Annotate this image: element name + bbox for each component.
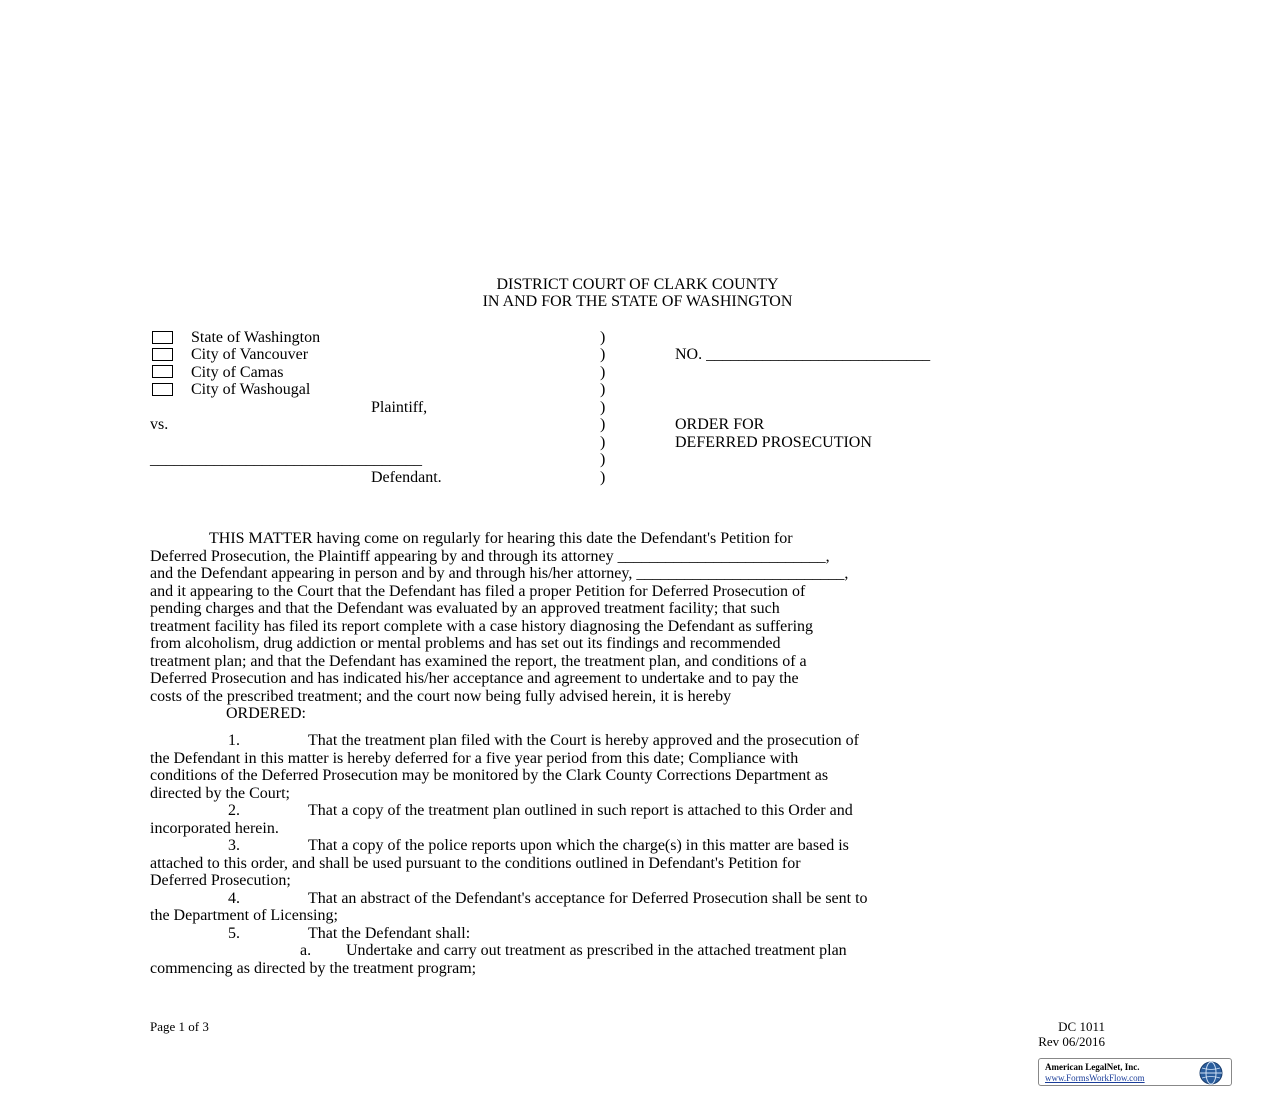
item-number: 3.: [228, 837, 240, 854]
paragraph-line: from alcoholism, drug addiction or mental problems and has set out its findings and recommended: [150, 635, 781, 652]
item-text: That a copy of the police reports upon which the charge(s) in this matter are based is: [308, 837, 849, 854]
item-number: 4.: [228, 889, 240, 907]
item-text: the Defendant in this matter is hereby deferred for a five year period from this date; Compliance with: [150, 749, 799, 767]
item-text: That the Defendant shall:: [308, 924, 471, 942]
form-number: DC 1011: [1058, 1019, 1105, 1034]
paragraph-line: Deferred Prosecution and has indicated his/her acceptance and agreement to undertake and to pay the: [150, 670, 799, 687]
item-text: incorporated herein.: [150, 819, 279, 837]
item-text: That a copy of the treatment plan outlined in such report is attached to this Order and: [308, 802, 853, 819]
item-number: 5.: [228, 924, 240, 942]
defendant-label: Defendant.: [371, 469, 442, 486]
globe-icon: [1193, 1060, 1229, 1086]
list-item: [150, 925, 1130, 943]
checkbox-city-of-vancouver[interactable]: [152, 348, 173, 361]
paragraph-line: treatment plan; and that the Defendant has examined the report, the treatment plan, and conditions of a: [150, 652, 807, 670]
list-item: [150, 732, 1130, 750]
caption-paren: ): [600, 399, 606, 416]
court-name: DISTRICT COURT OF CLARK COUNTY: [496, 276, 779, 293]
sub-item-text: Undertake and carry out treatment as prescribed in the attached treatment plan: [346, 942, 847, 959]
plaintiff-option-label: State of Washington: [191, 329, 321, 346]
case-number-field[interactable]: NO. ____________________________: [675, 346, 931, 363]
paragraph-line: pending charges and that the Defendant was evaluated by an approved treatment facility; that such: [150, 600, 780, 617]
plaintiff-option-label: City of Washougal: [191, 381, 311, 398]
publisher-name: American LegalNet, Inc.: [1045, 1062, 1140, 1072]
plaintiff-option-label: City of Vancouver: [191, 346, 309, 363]
paragraph-line: THIS MATTER having come on regularly for hearing this date the Defendant's Petition for: [209, 530, 793, 547]
item-number: 2.: [228, 802, 240, 819]
order-items: [150, 732, 1130, 977]
caption-paren: ): [600, 381, 606, 398]
publisher-badge[interactable]: [1038, 1058, 1232, 1086]
checkbox-city-of-washougal[interactable]: [152, 383, 173, 396]
court-jurisdiction: IN AND FOR THE STATE OF WASHINGTON: [482, 293, 793, 310]
sub-item-text: commencing as directed by the treatment program;: [150, 959, 477, 977]
item-text: conditions of the Deferred Prosecution may be monitored by the Clark County Corrections Department as: [150, 767, 829, 784]
paragraph-line: costs of the prescribed treatment; and the court now being fully advised herein, it is hereby: [150, 687, 732, 705]
list-item: [150, 837, 1130, 855]
sub-item-letter: a.: [300, 942, 312, 959]
paragraph-line: treatment facility has filed its report complete with a case history diagnosing the Defendant as suffering: [150, 617, 814, 635]
paragraph-line: Deferred Prosecution, the Plaintiff appearing by and through its attorney __________________________,: [150, 547, 830, 565]
item-text: That an abstract of the Defendant's acceptance for Deferred Prosecution shall be sent to: [308, 889, 868, 907]
intro-paragraph: [150, 530, 1130, 723]
item-text: Deferred Prosecution;: [150, 872, 291, 889]
caption-paren: ): [600, 329, 606, 346]
item-text: attached to this order, and shall be used pursuant to the conditions outlined in Defendant's Petition for: [150, 854, 801, 872]
defendant-name-field[interactable]: __________________________________: [150, 451, 422, 468]
paragraph-line: and the Defendant appearing in person and by and through his/her attorney, __________________________,: [150, 565, 849, 582]
plaintiff-label: Plaintiff,: [371, 399, 428, 416]
caption-paren: ): [600, 364, 606, 381]
item-text: directed by the Court;: [150, 784, 290, 802]
plaintiff-option-label: City of Camas: [191, 364, 284, 381]
publisher-link[interactable]: www.FormsWorkFlow.com: [1045, 1073, 1145, 1083]
sub-item: [150, 942, 1130, 960]
paragraph-line: and it appearing to the Court that the Defendant has filed a proper Petition for Deferred Prosecution of: [150, 582, 806, 600]
caption-paren: ): [600, 451, 606, 468]
item-number: 1.: [228, 732, 240, 749]
form-revision: Rev 06/2016: [1038, 1034, 1105, 1049]
list-item: [150, 802, 1130, 820]
item-text: That the treatment plan filed with the Court is hereby approved and the prosecution of: [308, 732, 859, 749]
item-text: the Department of Licensing;: [150, 907, 338, 924]
checkbox-state-of-washington[interactable]: [152, 331, 173, 344]
caption-paren: ): [600, 469, 606, 486]
caption-paren: ): [600, 434, 606, 451]
page-number: Page 1 of 3: [150, 1019, 209, 1034]
caption-paren: ): [600, 416, 606, 433]
checkbox-city-of-camas[interactable]: [152, 365, 173, 378]
document-title: DEFERRED PROSECUTION: [675, 434, 872, 451]
vs-label: vs.: [150, 416, 169, 433]
list-item: [150, 890, 1130, 908]
document-title: ORDER FOR: [675, 416, 765, 433]
ordered-heading: ORDERED:: [226, 705, 306, 722]
caption-paren: ): [600, 346, 606, 363]
